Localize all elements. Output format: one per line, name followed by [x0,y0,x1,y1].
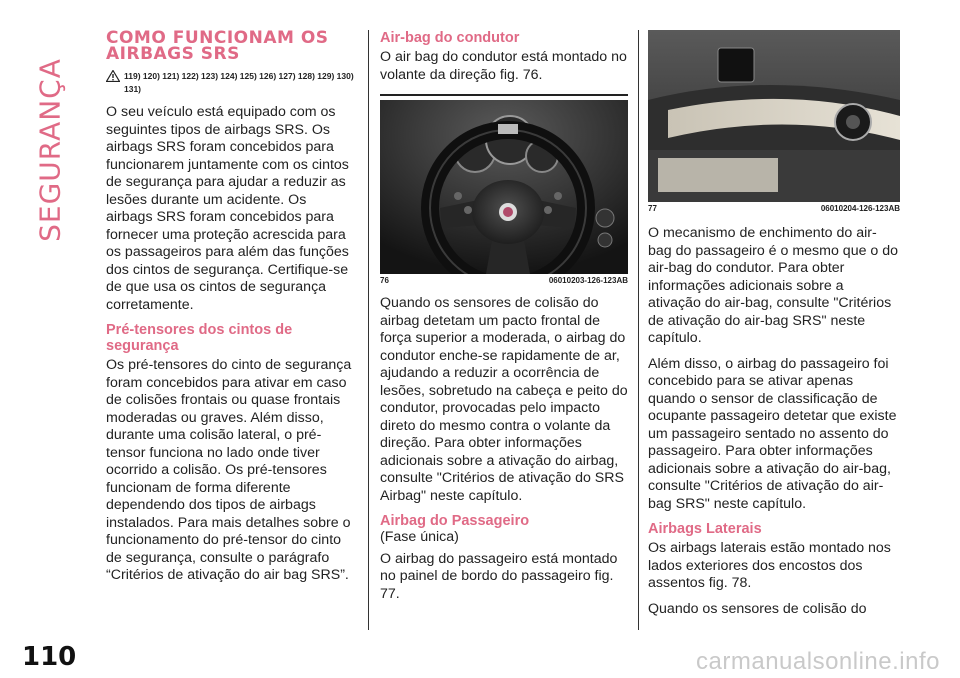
paragraph: Além disso, o airbag do passageiro foi concebido para se ativar apenas quando o sensor de classificação de ocupante passageiro detetar que existe um passageiro sentado no assento do passageiro. Para obter informações adicionais sobre a ativação do air-bag, consulte "Critérios de ativação do air-bag SRS" neste capítulo. [648,355,897,512]
page-heading-line: COMO FUNCIONAM OS [106,28,329,48]
figure-caption [380,276,628,285]
warning-refs-line: 131) [124,84,142,94]
page-number: 110 [22,642,77,672]
section-heading: Air-bag do condutor [380,30,520,46]
passenger-dashboard-image [648,30,900,202]
paragraph: Quando os sensores de colisão do airbag detetam um pacto frontal de força superior a moderada, o airbag do condutor enche-se rapidamente de ar, ajudando a reduzir a ocorrência de lesões, sobretudo na cabeça e peito do condutor, provocadas pelo impacto direto do mesmo contra o volante da direção. Para obter informações adicionais sobre a ativação do airbag, consulte "Critérios de ativação do SRS Airbag" neste capítulo. [380,295,628,504]
column-1 [106,30,356,593]
warning-refs-text [124,70,354,96]
paragraph: O seu veículo está equipado com os seguintes tipos de airbags SRS. Os airbags SRS foram concebidos para funcionarem juntamente com os cintos de segurança para ajudar a reduzir as lesões durante um acidente. Os airbags SRS foram concebidos para fornecer uma proteção acrescida para os passageiros para além das funções dos cintos de segurança. Certifique-se de que usa os cintos de segurança corretamente. [106,104,349,313]
figure-code: 06010203-126-123AB [548,276,628,285]
steering-wheel-illustration [380,100,628,274]
paragraph: Quando os sensores de colisão do [648,600,867,617]
section-side-title-text: SEGURANÇA [33,58,67,242]
section-heading: Airbags Laterais [648,521,762,537]
watermark: carmanualsonline.info [696,648,940,675]
column-3 [648,30,900,626]
figure-76 [380,94,628,285]
paragraph: Os pré-tensores do cinto de segurança foram concebidos para ativar em caso de colisões frontais ou quase frontais moderadas ou graves. Além disso, durante uma colisão lateral, o pré-tensor funciona no lado onde tiver ocorrido a colisão. Os pré-tensores funcionam de forma diferente dependendo dos tipos de airbags instalados. Para mais detalhes sobre o funcionamento do pré-tensor do cinto de segurança, consulte o parágrafo “Critérios de ativação do air bag SRS”. [106,357,352,583]
paragraph: Os airbags laterais estão montado nos lados exteriores dos encostos dos assentos fig. 78. [648,540,891,591]
section-side-title [30,30,70,270]
warning-refs-line: 119) 120) 121) 122) 123) 124) 125) 126) 127) 128) 129) 130) [124,71,354,81]
page-heading [106,30,356,62]
passenger-dashboard-illustration [648,30,900,202]
paragraph: O air bag do condutor está montado no volante da direção fig. 76. [380,49,627,83]
section-note: (Fase única) [380,529,459,545]
column-divider [638,30,639,630]
column-divider [368,30,369,630]
figure-caption [648,204,900,213]
paragraph: O mecanismo de enchimento do air-bag do passageiro é o mesmo que o do air-bag do condutor. Para obter informações adicionais sobre a ativação do air-bag, consulte "Critérios de ativação do air-bag SRS" neste capítulo. [648,225,899,346]
page-heading-line: AIRBAGS SRS [106,44,240,64]
warning-icon [106,70,120,82]
warning-references [106,70,356,96]
section-heading: Pré-tensores dos cintos de segurança [106,322,293,354]
figure-77 [648,30,900,213]
column-2 [380,30,628,611]
section-heading: Airbag do Passageiro [380,513,530,529]
steering-wheel-image [380,100,628,274]
figure-number: 77 [648,204,657,213]
paragraph: O airbag do passageiro está montado no painel de bordo do passageiro fig. 77. [380,550,618,602]
figure-code: 06010204-126-123AB [820,204,900,213]
figure-number: 76 [380,276,389,285]
